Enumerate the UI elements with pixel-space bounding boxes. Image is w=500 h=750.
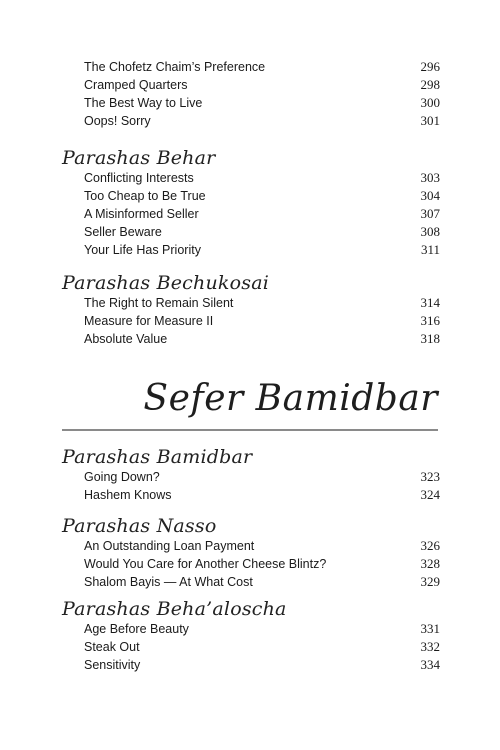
entry-page-number: 331: [420, 621, 440, 636]
entry-title: Your Life Has Priority: [84, 243, 201, 257]
toc-entry: [62, 241, 440, 259]
entry-title: Shalom Bayis — At What Cost: [84, 575, 253, 589]
entry-title: An Outstanding Loan Payment: [84, 539, 255, 553]
entry-title: Cramped Quarters: [84, 78, 188, 92]
section-heading: Parashas Behar: [62, 147, 216, 169]
entry-title: Measure for Measure II: [84, 314, 214, 328]
section-heading: Parashas Beha’aloscha: [62, 598, 287, 620]
toc-entry: [62, 187, 440, 205]
toc-entry: [62, 573, 440, 591]
entry-title: The Right to Remain Silent: [84, 296, 234, 310]
entry-page-number: 324: [420, 487, 440, 502]
toc-section-behaaloscha: [62, 598, 440, 674]
entry-title: Seller Beware: [84, 225, 162, 239]
entry-title: Age Before Beauty: [84, 622, 189, 636]
sefer-divider: [62, 429, 438, 431]
entry-page-number: 307: [420, 206, 440, 221]
toc-entry: [62, 468, 440, 486]
toc-entry: [62, 76, 440, 94]
entry-title: Going Down?: [84, 470, 160, 484]
toc-entry: [62, 656, 440, 674]
section-heading: Parashas Bechukosai: [62, 272, 270, 294]
entry-page-number: 300: [420, 95, 440, 110]
entry-page-number: 318: [420, 331, 440, 346]
section-heading: Parashas Nasso: [62, 515, 217, 537]
toc-entry: [62, 294, 440, 312]
entry-page-number: 303: [420, 170, 440, 185]
entry-title: Too Cheap to Be True: [84, 189, 206, 203]
entry-title: Hashem Knows: [84, 488, 172, 502]
toc-section-nasso: [62, 515, 440, 591]
entry-page-number: 308: [420, 224, 440, 239]
entry-page-number: 329: [420, 574, 440, 589]
toc-entry: [62, 169, 440, 187]
section-heading: Parashas Bamidbar: [62, 446, 253, 468]
entry-title: The Chofetz Chaim’s Preference: [84, 60, 266, 74]
entry-page-number: 298: [420, 77, 440, 92]
entry-title: Oops! Sorry: [84, 114, 151, 128]
toc-entry: [62, 112, 440, 130]
toc-entry: [62, 330, 440, 348]
entry-page-number: 323: [420, 469, 440, 484]
toc-entry: [62, 58, 440, 76]
entry-title: Absolute Value: [84, 332, 168, 346]
toc-section-behar: [62, 147, 440, 259]
toc-section-continued: [62, 58, 440, 130]
entry-page-number: 334: [420, 657, 440, 672]
toc-entry: [62, 205, 440, 223]
toc-entry: [62, 555, 440, 573]
entry-page-number: 314: [420, 295, 440, 310]
toc-entry: [62, 486, 440, 504]
entry-title: Steak Out: [84, 640, 140, 654]
toc-section-bechukosai: [62, 272, 440, 348]
entry-title: Sensitivity: [84, 658, 141, 672]
entry-title: A Misinformed Seller: [84, 207, 199, 221]
entry-title: Would You Care for Another Cheese Blintz?: [84, 557, 327, 571]
entry-title: The Best Way to Live: [84, 96, 203, 110]
entry-page-number: 304: [420, 188, 440, 203]
entry-page-number: 328: [420, 556, 440, 571]
entry-page-number: 332: [420, 639, 440, 654]
entry-page-number: 311: [420, 242, 440, 257]
entry-title: Conflicting Interests: [84, 171, 194, 185]
toc-entry: [62, 312, 440, 330]
entry-page-number: 326: [420, 538, 440, 553]
toc-entry: [62, 537, 440, 555]
toc-entry: [62, 223, 440, 241]
entry-page-number: 316: [420, 313, 440, 328]
toc-section-bamidbar: [62, 446, 440, 504]
toc-entry: [62, 638, 440, 656]
sefer-title: Sefer Bamidbar: [143, 378, 438, 419]
toc-entry: [62, 94, 440, 112]
entry-page-number: 296: [420, 59, 440, 74]
entry-page-number: 301: [420, 113, 440, 128]
toc-entry: [62, 620, 440, 638]
